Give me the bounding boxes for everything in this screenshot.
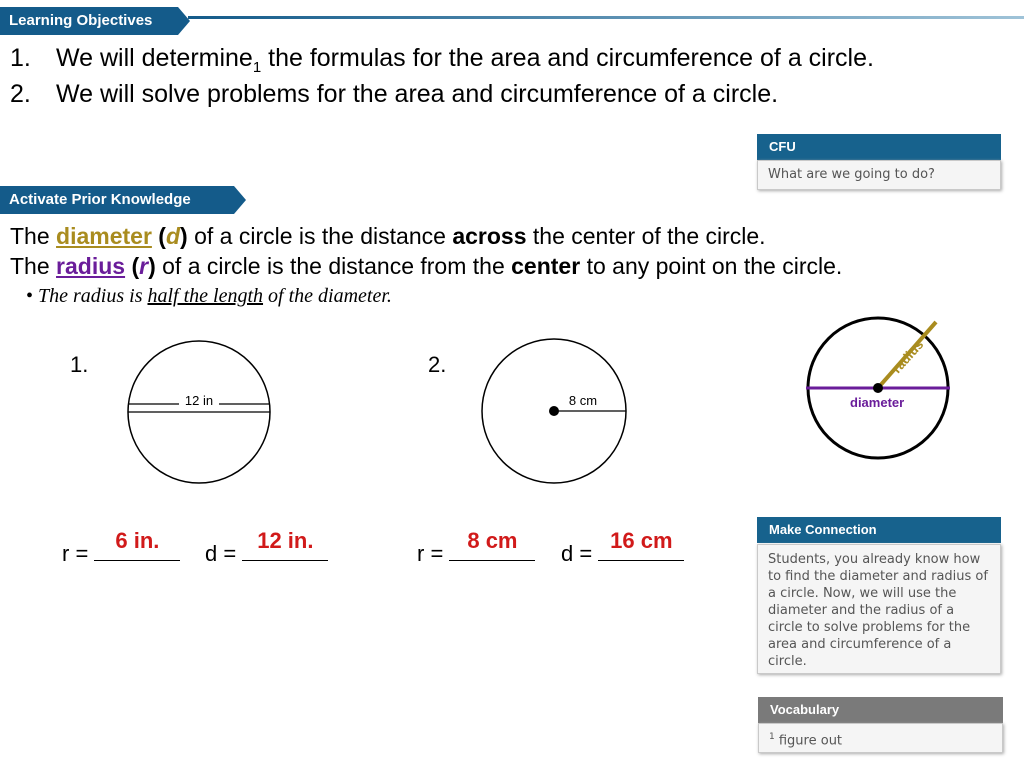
learning-objectives-banner-arrow: [178, 7, 190, 35]
half-length-emphasis: half the length: [147, 285, 264, 307]
d-label: d =: [205, 541, 237, 566]
radius-definition: [10, 252, 842, 280]
problem-1-circle-diagram: [124, 338, 276, 488]
objective-number: 1.: [10, 44, 31, 72]
vocabulary-header: Vocabulary: [758, 697, 1003, 723]
problem-2-diameter-answer: 16 cm: [610, 528, 673, 553]
footnote-marker: 1: [769, 732, 775, 742]
text: to any point on the circle.: [580, 253, 843, 279]
text: (: [151, 223, 166, 249]
cfu-body: What are we going to do?: [757, 160, 1001, 190]
radius-bullet: [26, 285, 392, 308]
problem-1-diameter-blank: [242, 528, 328, 561]
text: The radius is: [38, 285, 148, 307]
problem-1-radius-answer: 6 in.: [115, 528, 160, 553]
problem-2-measure: 8 cm: [568, 393, 598, 408]
objective-2: [10, 79, 778, 109]
prior-knowledge-banner: Activate Prior Knowledge: [0, 186, 234, 214]
center-dot: [873, 383, 883, 393]
problem-1-diameter-answer: 12 in.: [257, 528, 314, 553]
radius-label: radius: [889, 336, 927, 377]
problem-2-diameter-equation: [561, 528, 684, 567]
radius-symbol: r: [139, 253, 149, 279]
text: of a circle is the distance from the: [155, 253, 512, 279]
objective-1: [10, 43, 874, 83]
problem-1-radius-blank: [94, 528, 180, 561]
vocabulary-definition: figure out: [774, 733, 843, 749]
problem-1-radius-equation: [62, 528, 180, 567]
cfu-header: CFU: [757, 134, 1001, 160]
text: (: [125, 253, 140, 279]
diameter-definition: [10, 222, 766, 250]
objective-text-end: the formulas for the area and circumference of a circle.: [261, 44, 874, 72]
problem-1-diameter-equation: [205, 528, 328, 567]
text: ): [148, 253, 156, 279]
problem-2-radius-answer: 8 cm: [467, 528, 518, 553]
text: of a circle is the distance: [187, 223, 453, 249]
problem-1-measure: 12 in: [184, 393, 214, 408]
learning-objectives-banner: Learning Objectives: [0, 7, 178, 35]
radius-term: radius: [56, 253, 126, 279]
top-rule: [188, 16, 1024, 19]
d-label: d =: [561, 541, 593, 566]
bullet-mark: •: [26, 285, 34, 307]
diameter-term: diameter: [56, 223, 152, 249]
r-label: r =: [62, 541, 89, 566]
objective-number: 2.: [10, 80, 31, 108]
problem-1-number: 1.: [70, 352, 89, 377]
r-label: r =: [417, 541, 444, 566]
text: ): [180, 223, 188, 249]
radius-diameter-diagram: [800, 312, 960, 470]
prior-knowledge-banner-arrow: [234, 186, 246, 214]
diameter-symbol: d: [165, 223, 181, 249]
text: The: [10, 223, 57, 249]
problem-2-radius-equation: [417, 528, 535, 567]
vocabulary-body: [758, 723, 1003, 753]
make-connection-body: Students, you already know how to find the diameter and radius of a circle. Now, we will use the diameter and the radius of a circle to solve problems for the area and circumference of a circle.: [757, 544, 1001, 674]
problem-2-number: 2.: [428, 352, 447, 377]
text: The: [10, 253, 57, 279]
objective-text: We will determine: [56, 44, 253, 72]
diameter-label: diameter: [850, 395, 905, 410]
problem-2-radius-blank: [449, 528, 535, 561]
text: the center of the circle.: [526, 223, 766, 249]
footnote-marker: 1: [252, 59, 262, 76]
problem-2-center-dot: [549, 406, 559, 416]
text: of the diameter.: [263, 285, 392, 307]
problem-2-circle-diagram: [478, 337, 630, 487]
emphasis-center: center: [511, 253, 581, 279]
make-connection-header: Make Connection: [757, 517, 1001, 543]
emphasis-across: across: [452, 223, 527, 249]
objective-text: We will solve problems for the area and circumference of a circle.: [56, 80, 779, 108]
problem-2-diameter-blank: [598, 528, 684, 561]
